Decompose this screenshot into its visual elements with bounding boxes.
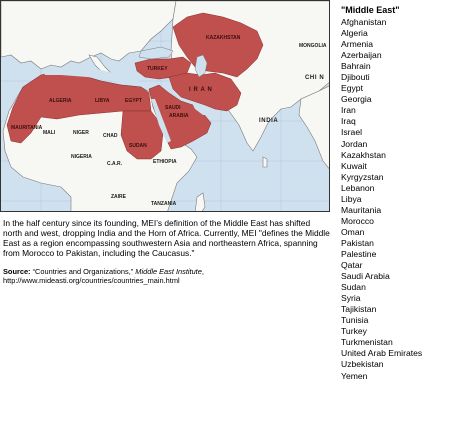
country-list-item: Georgia <box>341 94 372 105</box>
label-mauritania: MAURITANIA <box>11 125 43 131</box>
label-china: CHI N <box>305 75 325 81</box>
label-nigeria: NIGERIA <box>71 154 92 160</box>
middle-east-map <box>0 0 330 212</box>
label-kazakhstan: KAZAKHSTAN <box>206 35 241 41</box>
country-list <box>341 5 471 382</box>
country-list-item: Iran <box>341 105 356 116</box>
country-list-item: Azerbaijan <box>341 50 382 61</box>
country-list-item: Lebanon <box>341 182 375 193</box>
country-list-item: Palestine <box>341 248 377 259</box>
source-url[interactable]: http://www.mideasti.org/countries/countries_main.html <box>3 276 180 285</box>
label-egypt: EGYPT <box>125 98 142 104</box>
country-list-item: Afghanistan <box>341 17 387 27</box>
source-publication: Middle East Institute <box>135 267 202 276</box>
label-zaire: ZAIRE <box>111 194 126 200</box>
country-list-item: Kazakhstan <box>341 149 386 160</box>
country-list-item: Qatar <box>341 260 363 271</box>
label-iran: I R A N <box>189 87 213 93</box>
country-list-item: Syria <box>341 293 361 304</box>
sri-lanka <box>263 157 267 167</box>
label-algeria: ALGERIA <box>49 98 72 104</box>
map-canvas <box>1 1 330 212</box>
source-citation <box>3 267 331 285</box>
country-list-item: Mauritania <box>341 204 382 215</box>
country-list-item: Bahrain <box>341 61 371 72</box>
source-text-before: “Countries and Organizations,” <box>30 267 136 276</box>
country-list-items <box>341 17 471 382</box>
label-car: C.A.R. <box>107 161 122 167</box>
label-libya: LIBYA <box>95 98 110 104</box>
country-list-item: Libya <box>341 193 362 204</box>
label-sudan: SUDAN <box>129 143 147 149</box>
label-turkey: TURKEY <box>147 66 168 72</box>
country-list-item: Uzbekistan <box>341 359 384 370</box>
source-text-after: , <box>201 267 204 276</box>
country-list-item: Israel <box>341 127 363 138</box>
country-list-item: Yemen <box>341 370 368 381</box>
map-caption: In the half century since its founding, MEI’s definition of the Middle East has shifted north and west, dropping India and the Horn of Africa. Currently, MEI "defines the Middle East as a region encompassing southwestern Asia and northeastern Africa, spanning from Morocco to Pakistan, including the Caucasus." <box>3 218 330 258</box>
country-list-item: United Arab Emirates <box>341 348 423 359</box>
country-list-item: Morocco <box>341 215 374 226</box>
label-tanzania: TANZANIA <box>151 201 177 207</box>
label-mongolia: MONGOLIA <box>299 43 327 49</box>
country-list-item: Tajikistan <box>341 304 377 315</box>
country-list-item: Turkmenistan <box>341 337 393 348</box>
label-mali: MALI <box>43 130 56 136</box>
country-list-item: Iraq <box>341 116 356 127</box>
country-list-item: Jordan <box>341 138 368 149</box>
country-list-item: Armenia <box>341 39 373 50</box>
country-list-title: "Middle East" <box>341 5 400 15</box>
country-list-item: Kuwait <box>341 160 367 171</box>
label-arabia: ARABIA <box>169 113 189 119</box>
source-label: Source: <box>3 267 31 276</box>
label-saudi: SAUDI <box>165 105 181 111</box>
country-list-item: Djibouti <box>341 72 370 83</box>
country-list-item: Kyrgyzstan <box>341 171 384 182</box>
country-list-item: Algeria <box>341 28 368 39</box>
country-list-item: Sudan <box>341 282 366 293</box>
country-list-item: Tunisia <box>341 315 369 326</box>
country-list-item: Oman <box>341 226 365 237</box>
label-chad: CHAD <box>103 133 118 139</box>
country-list-item: Egypt <box>341 83 363 94</box>
country-list-item: Pakistan <box>341 237 374 248</box>
country-list-item: Saudi Arabia <box>341 271 390 282</box>
country-list-item: Turkey <box>341 326 367 337</box>
label-india: INDIA <box>259 118 279 124</box>
label-ethiopia: ETHIOPIA <box>153 159 177 165</box>
label-niger: NIGER <box>73 130 89 136</box>
